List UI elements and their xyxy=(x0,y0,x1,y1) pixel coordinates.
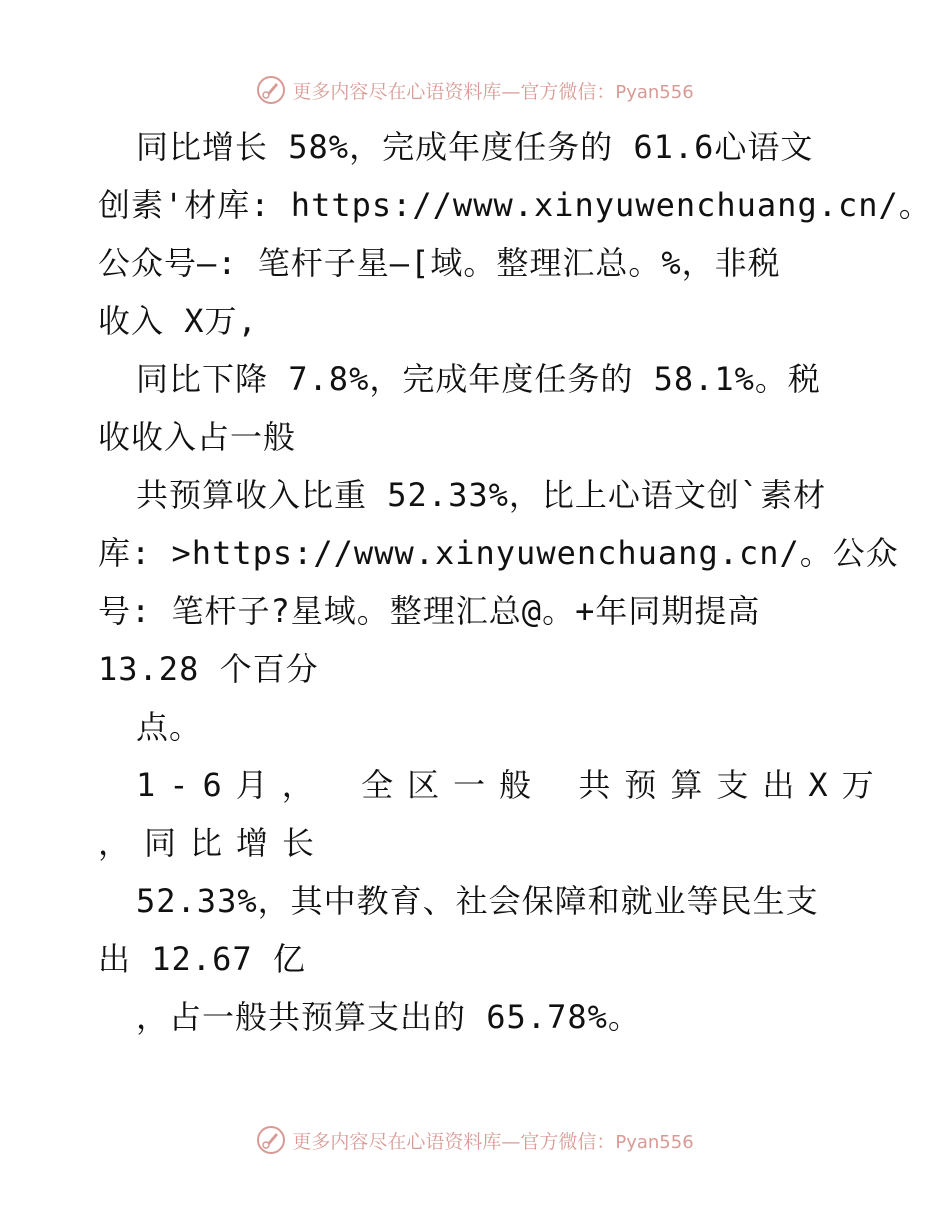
paragraph-line: 创素'材库: https://www.xinyuwenchuang.cn/。 xyxy=(98,186,932,224)
paragraph-line: 公众号—: 笔杆子星—[域。整理汇总。%，非税 xyxy=(98,244,781,282)
paragraph-line: 收收入占一般 xyxy=(98,418,297,456)
paragraph-line: 库: >https://www.xinyuwenchuang.cn/。公众 xyxy=(98,534,899,572)
quill-logo-icon xyxy=(256,75,286,105)
paragraph-line: 1-6月， 全区一般 共预算支出X万 xyxy=(136,766,888,804)
paragraph-line: 收入 X万, xyxy=(98,302,258,340)
paragraph-line: 13.28 个百分 xyxy=(98,650,319,688)
header-watermark xyxy=(0,70,950,110)
paragraph-line: ，同比增长 xyxy=(98,824,329,862)
watermark-brand: Pyan556 xyxy=(615,1131,694,1153)
paragraph-line: 52.33%，其中教育、社会保障和就业等民生支 xyxy=(136,882,819,920)
paragraph-line: 同比下降 7.8%，完成年度任务的 58.1%。税 xyxy=(136,360,821,398)
watermark-text: 更多内容尽在心语资料库—官方微信：Pyan556 xyxy=(292,80,694,103)
watermark-text: 更多内容尽在心语资料库—官方微信：Pyan556 xyxy=(292,1130,694,1153)
watermark-brand: Pyan556 xyxy=(615,81,694,103)
paragraph-line: ，占一般共预算支出的 65.78%。 xyxy=(136,998,641,1036)
paragraph-line: 点。 xyxy=(136,708,203,746)
footer-watermark xyxy=(0,1120,950,1160)
paragraph-line: 共预算收入比重 52.33%，比上心语文创`素材 xyxy=(136,476,827,514)
paragraph-line: 出 12.67 亿 xyxy=(98,940,306,978)
paragraph-line: 号: 笔杆子?星域。整理汇总@。+年同期提高 xyxy=(98,592,761,630)
paragraph-line: 同比增长 58%，完成年度任务的 61.6心语文 xyxy=(136,128,814,166)
quill-logo-icon xyxy=(256,1125,286,1155)
